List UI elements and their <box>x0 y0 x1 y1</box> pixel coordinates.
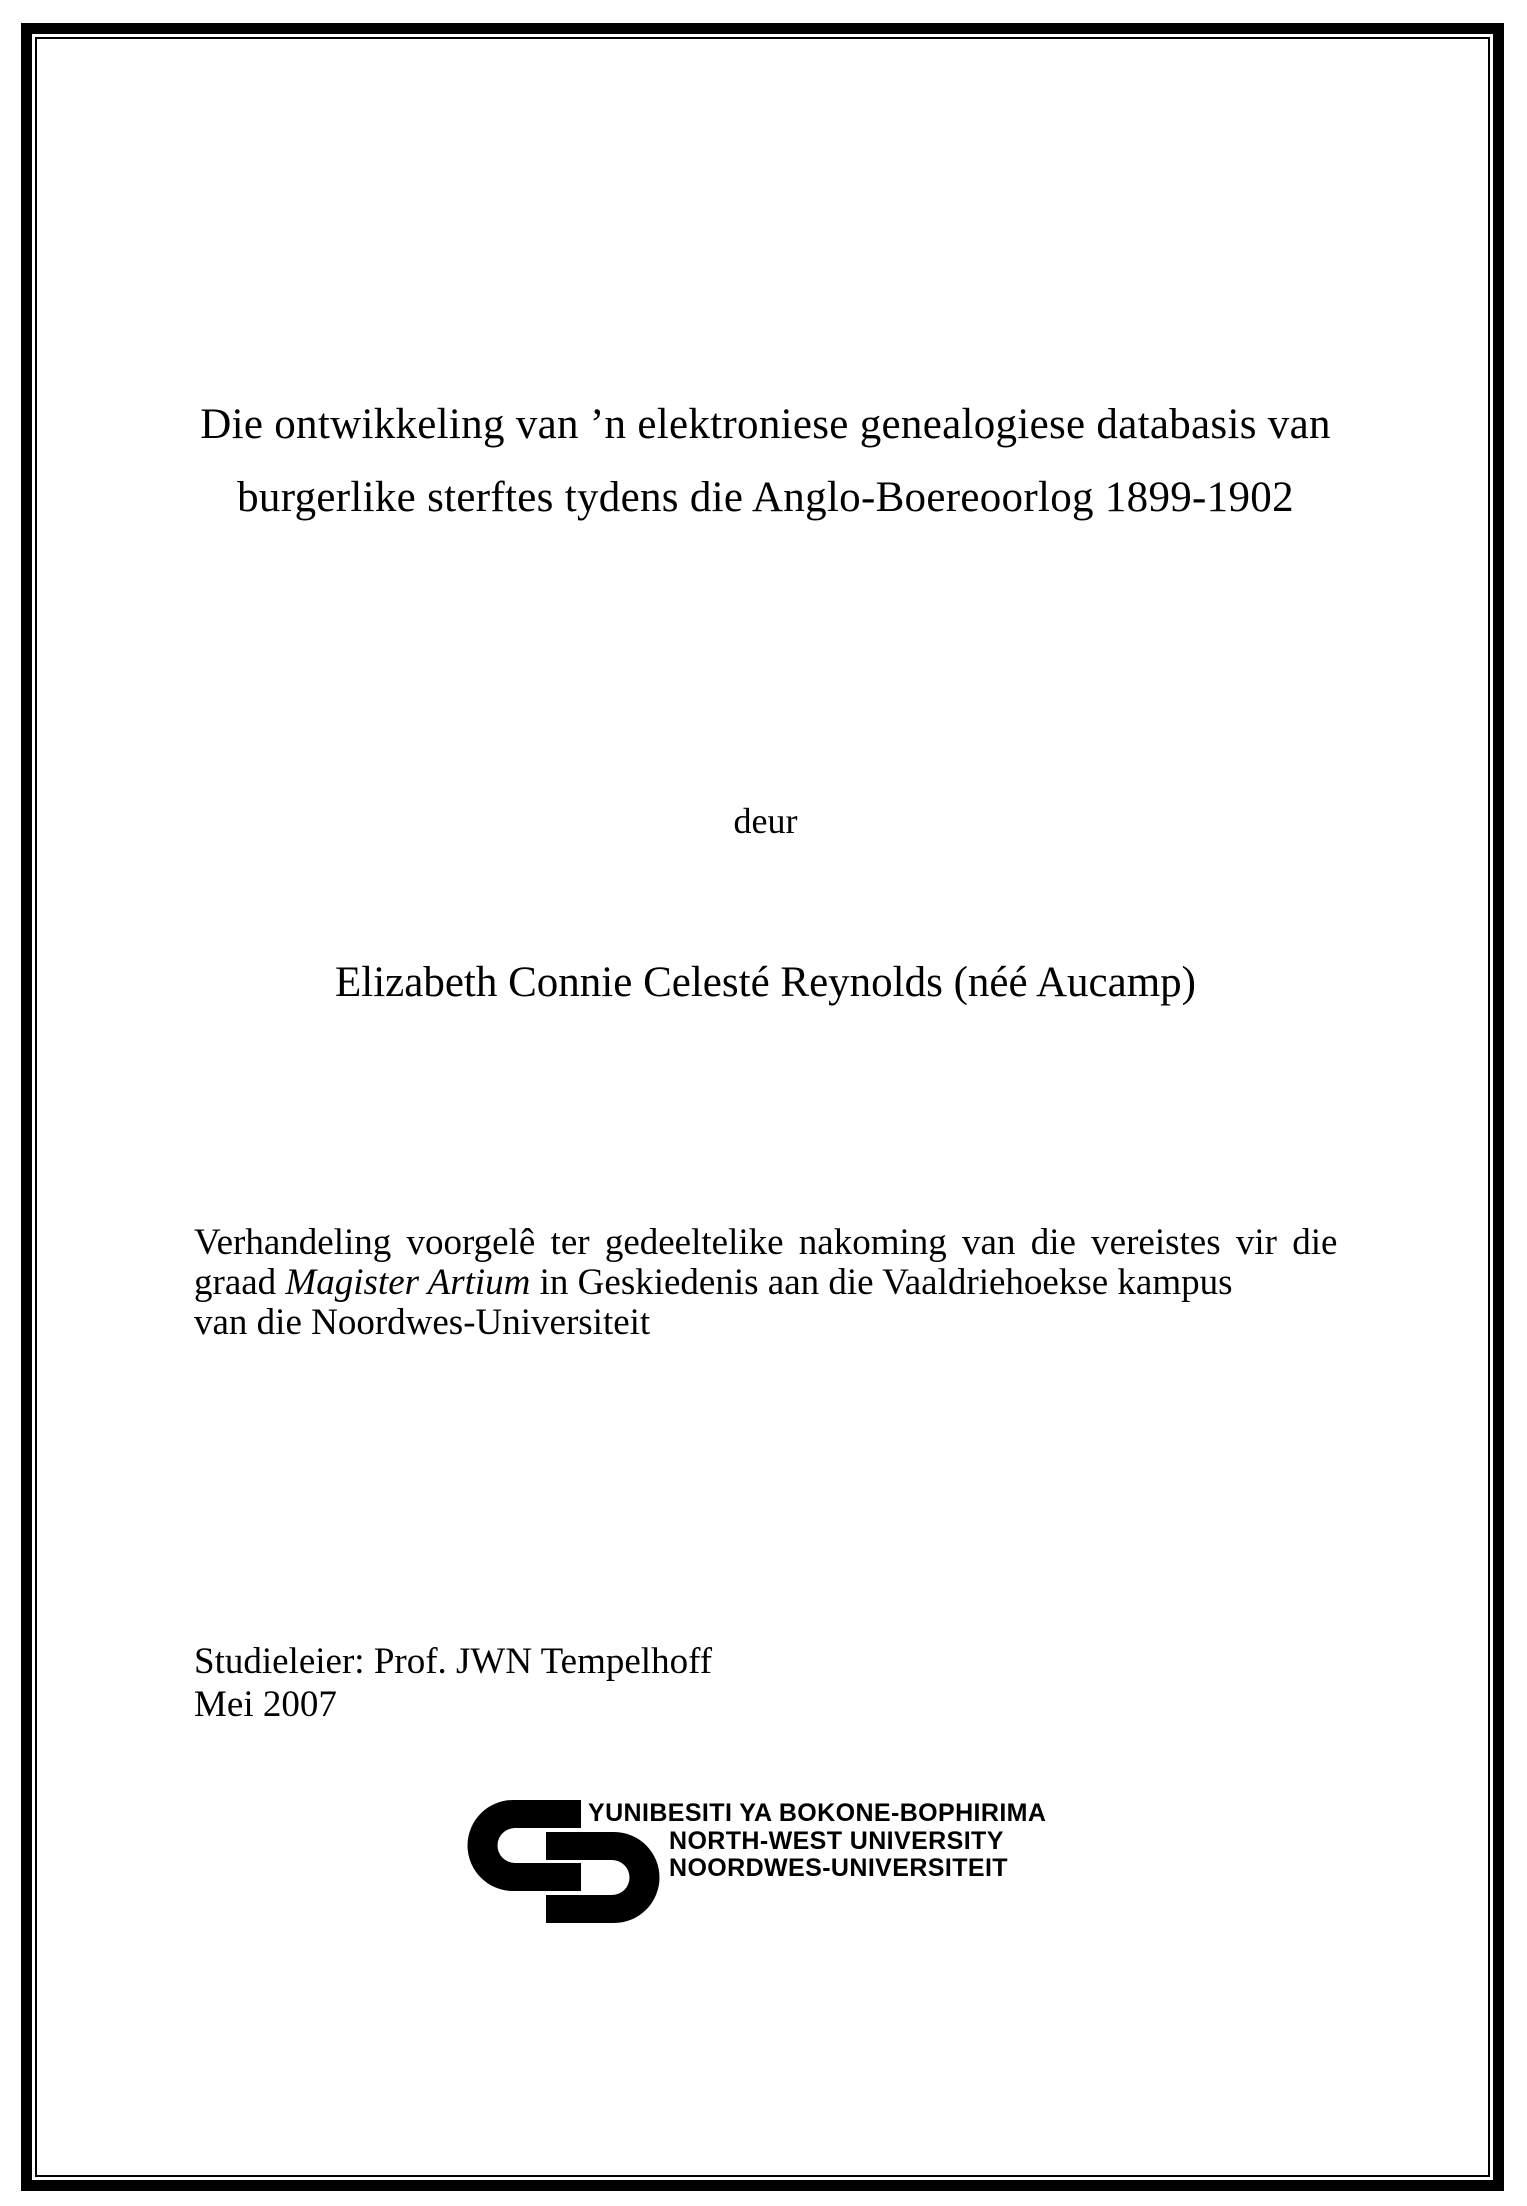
logo-line-english: NORTH-WEST UNIVERSITY <box>669 1827 1004 1855</box>
author-name: Elizabeth Connie Celesté Reynolds (néé Aucamp) <box>335 959 1196 1006</box>
thesis-title-line2: burgerlike sterftes tydens die Anglo-Boereoorlog 1899-1902 <box>237 474 1294 521</box>
logo-line-afrikaans: NOORDWES-UNIVERSITEIT <box>669 1854 1008 1882</box>
degree-statement-line1: Verhandeling voorgelê ter gedeeltelike nakoming van die vereistes vir die <box>194 1222 1338 1263</box>
supervisor-block <box>194 1640 712 1726</box>
degree-statement <box>194 1223 1337 1343</box>
degree-statement-line3: van die Noordwes-Universiteit <box>194 1302 651 1343</box>
degree-statement-line2-suffix: in Geskiedenis aan die Vaaldriehoekse kampus <box>530 1262 1233 1303</box>
byline-deur: deur <box>733 801 798 841</box>
thesis-title-line1: Die ontwikkeling van ’n elektroniese genealogiese databasis van <box>200 401 1331 448</box>
degree-statement-line2 <box>194 1263 1337 1303</box>
university-logo <box>467 1798 1067 1933</box>
date-line: Mei 2007 <box>194 1684 337 1725</box>
supervisor-line: Studieleier: Prof. JWN Tempelhoff <box>194 1641 713 1682</box>
degree-name-italic: Magister Artium <box>285 1262 531 1303</box>
logo-line-setswana: YUNIBESITI YA BOKONE-BOPHIRIMA <box>588 1799 1047 1827</box>
degree-statement-line2-prefix: graad <box>194 1262 286 1303</box>
